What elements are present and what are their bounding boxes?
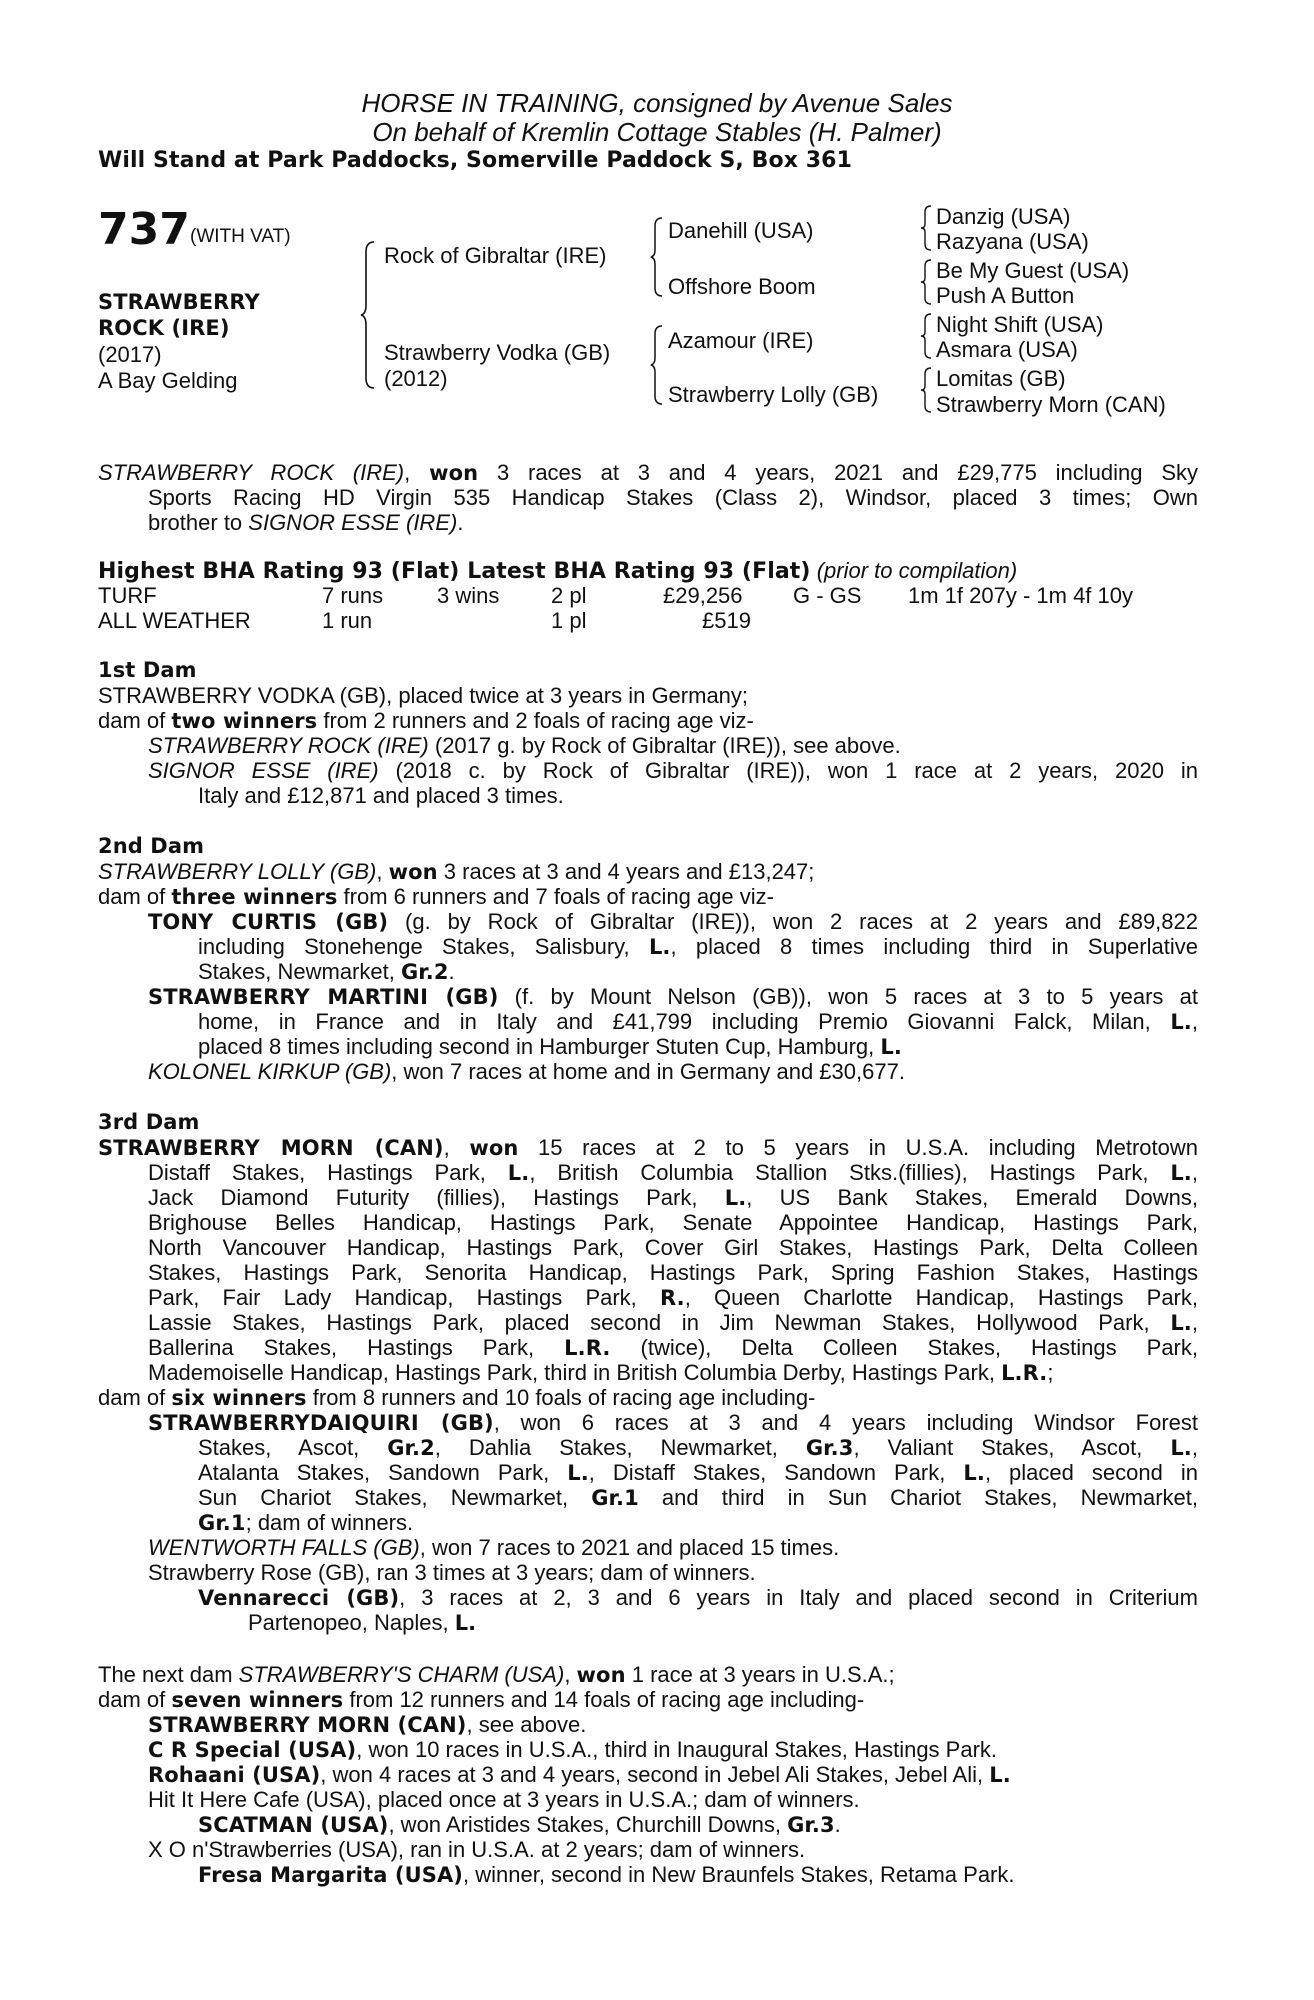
- header-consignor: HORSE IN TRAINING, consigned by Avenue Sales: [361, 88, 953, 118]
- pedigree-dds: Lomitas (GB): [936, 366, 1066, 391]
- rating-heading: Highest BHA Rating 93 (Flat) Latest BHA Rating 93 (Flat) (prior to compilation): [98, 558, 1018, 584]
- dam2-produce3: KOLONEL KIRKUP (GB), won 7 races at home and in Germany and £30,677.: [148, 1059, 905, 1084]
- aw-runs: 1 run: [322, 608, 373, 633]
- dam1-line1: STRAWBERRY VODKA (GB), placed twice at 3 years in Germany;: [98, 683, 749, 708]
- dam3-produce3: Strawberry Rose (GB), ran 3 times at 3 years; dam of winners.: [148, 1560, 756, 1585]
- summary-line1: STRAWBERRY ROCK (IRE), won 3 races at 3 and 4 years, 2021 and £29,775 including Sky: [98, 460, 1198, 485]
- lot-number: 737: [98, 204, 190, 255]
- dam2-produce2-cont1: home, in France and in Italy and £41,799 including Premio Giovanni Falck, Milan, L.,: [198, 1009, 1198, 1034]
- nextdam-line1: The next dam STRAWBERRY'S CHARM (USA), won 1 race at 3 years in U.S.A.;: [98, 1662, 895, 1687]
- dam2-produce2-cont2: placed 8 times including second in Hamburger Stuten Cup, Hamburg, L.: [198, 1034, 902, 1059]
- pedigree-sire-dam: Offshore Boom: [668, 274, 816, 299]
- dam3-produce1-cont2: Atalanta Stakes, Sandown Park, L., Distaff Stakes, Sandown Park, L., placed second in: [198, 1460, 1198, 1485]
- dam2-line2: dam of three winners from 6 runners and 7 foals of racing age viz-: [98, 884, 774, 909]
- pedigree-sdd: Push A Button: [936, 283, 1075, 308]
- pedigree-sire-sire: Danehill (USA): [668, 218, 814, 243]
- pedigree-brace-dd: [920, 366, 934, 414]
- dam3-line9: Ballerina Stakes, Hastings Park, L.R. (twice), Delta Colleen Stakes, Hastings Park,: [148, 1335, 1198, 1360]
- dam1-title: 1st Dam: [98, 658, 197, 682]
- dam3-produce2: WENTWORTH FALLS (GB), won 7 races to 2021 and placed 15 times.: [148, 1535, 840, 1560]
- summary-line2: Sports Racing HD Virgin 535 Handicap Stakes (Class 2), Windsor, placed 3 times; Own: [148, 485, 1198, 510]
- dam3-line2: Distaff Stakes, Hastings Park, L., British Columbia Stallion Stks.(fillies), Hastings Park, L.,: [148, 1160, 1198, 1185]
- aw-prize: £519: [702, 608, 751, 633]
- foaling-year: (2017): [98, 342, 162, 367]
- horse-name-line1: STRAWBERRY: [98, 290, 260, 314]
- pedigree-brace-sd: [920, 258, 934, 306]
- header-stand: Will Stand at Park Paddocks, Somerville Paddock S, Box 361: [98, 148, 852, 173]
- aw-label: ALL WEATHER: [98, 608, 251, 633]
- turf-going: G - GS: [793, 583, 862, 608]
- dam3-produce1-cont1: Stakes, Ascot, Gr.2, Dahlia Stakes, Newmarket, Gr.3, Valiant Stakes, Ascot, L.,: [198, 1435, 1198, 1460]
- dam2-title: 2nd Dam: [98, 834, 205, 858]
- turf-label: TURF: [98, 583, 157, 608]
- dam2-line1: STRAWBERRY LOLLY (GB), won 3 races at 3 and 4 years and £13,247;: [98, 859, 815, 884]
- vat-label: (WITH VAT): [190, 226, 291, 247]
- dam1-line2: dam of two winners from 2 runners and 2 foals of racing age viz-: [98, 708, 754, 733]
- nextdam-produce5: X O n'Strawberries (USA), ran in U.S.A. at 2 years; dam of winners.: [148, 1837, 806, 1862]
- dam3-line6: Stakes, Hastings Park, Senorita Handicap, Hastings Park, Spring Fashion Stakes, Hastings: [148, 1260, 1198, 1285]
- dam1-produce2: SIGNOR ESSE (IRE) (2018 c. by Rock of Gibraltar (IRE)), won 1 race at 2 years, 2020 in: [148, 758, 1198, 783]
- aw-placed: 1 pl: [551, 608, 587, 633]
- pedigree-sss: Danzig (USA): [936, 204, 1071, 229]
- dam3-produce1-cont3: Sun Chariot Stakes, Newmarket, Gr.1 and third in Sun Chariot Stakes, Newmarket,: [198, 1485, 1198, 1510]
- nextdam-produce4: Hit It Here Cafe (USA), placed once at 3 years in U.S.A.; dam of winners.: [148, 1787, 860, 1812]
- header-on-behalf: On behalf of Kremlin Cottage Stables (H. Palmer): [372, 117, 942, 147]
- dam3-line1: STRAWBERRY MORN (CAN), won 15 races at 2 to 5 years in U.S.A. including Metrotown: [98, 1135, 1198, 1160]
- pedigree-dam: Strawberry Vodka (GB): [384, 340, 611, 365]
- pedigree-dss: Night Shift (USA): [936, 312, 1104, 337]
- dam3-produce3-offspring: Vennarecci (GB), 3 races at 2, 3 and 6 years in Italy and placed second in Criterium: [198, 1585, 1198, 1610]
- nextdam-produce2: C R Special (USA), won 10 races in U.S.A., third in Inaugural Stakes, Hastings Park.: [148, 1737, 998, 1762]
- dam2-produce2: STRAWBERRY MARTINI (GB) (f. by Mount Nelson (GB)), won 5 races at 3 to 5 years at: [148, 984, 1199, 1009]
- dam2-produce1-cont2: Stakes, Newmarket, Gr.2.: [198, 959, 455, 984]
- pedigree-dam-sire: Azamour (IRE): [668, 328, 814, 353]
- pedigree-dam-dam: Strawberry Lolly (GB): [668, 382, 879, 407]
- dam3-produce1-cont4: Gr.1; dam of winners.: [198, 1510, 414, 1535]
- dam3-line3: Jack Diamond Futurity (fillies), Hastings Park, L., US Bank Stakes, Emerald Downs,: [148, 1185, 1199, 1210]
- horse-description: A Bay Gelding: [98, 368, 238, 393]
- turf-placed: 2 pl: [551, 583, 587, 608]
- pedigree-brace-ds: [920, 312, 934, 360]
- turf-runs: 7 runs: [322, 583, 384, 608]
- dam3-produce1: STRAWBERRYDAIQUIRI (GB), won 6 races at 3 and 4 years including Windsor Forest: [148, 1410, 1199, 1435]
- dam3-line5: North Vancouver Handicap, Hastings Park, Cover Girl Stakes, Hastings Park, Delta Colleen: [148, 1235, 1198, 1260]
- dam1-produce2-cont: Italy and £12,871 and placed 3 times.: [198, 783, 564, 808]
- summary-line3: brother to SIGNOR ESSE (IRE).: [148, 510, 464, 535]
- pedigree-brace-dam: [650, 324, 666, 406]
- pedigree-ddd: Strawberry Morn (CAN): [936, 392, 1166, 417]
- nextdam-line2: dam of seven winners from 12 runners and 14 foals of racing age including-: [98, 1687, 865, 1712]
- nextdam-produce3: Rohaani (USA), won 4 races at 3 and 4 years, second in Jebel Ali Stakes, Jebel Ali, L.: [148, 1762, 1011, 1787]
- turf-prize: £29,256: [663, 583, 743, 608]
- pedigree-sire: Rock of Gibraltar (IRE): [384, 243, 607, 268]
- dam3-line10: Mademoiselle Handicap, Hastings Park, third in British Columbia Derby, Hastings Park, L.R.;: [148, 1360, 1054, 1385]
- pedigree-dsd: Asmara (USA): [936, 337, 1078, 362]
- dam3-produce3-offspring-cont: Partenopeo, Naples, L.: [248, 1610, 477, 1635]
- dam2-produce1-cont1: including Stonehenge Stakes, Salisbury, L., placed 8 times including third in Superlative: [198, 934, 1198, 959]
- turf-distance: 1m 1f 207y - 1m 4f 10y: [908, 583, 1133, 608]
- dam1-produce1: STRAWBERRY ROCK (IRE) (2017 g. by Rock of Gibraltar (IRE)), see above.: [148, 733, 901, 758]
- dam3-title: 3rd Dam: [98, 1110, 200, 1134]
- nextdam-produce4-offspring: SCATMAN (USA), won Aristides Stakes, Churchill Downs, Gr.3.: [198, 1812, 841, 1837]
- pedigree-brace-main: [360, 240, 380, 390]
- turf-wins: 3 wins: [437, 583, 500, 608]
- dam3-line4: Brighouse Belles Handicap, Hastings Park, Senate Appointee Handicap, Hastings Park,: [148, 1210, 1198, 1235]
- nextdam-produce5-offspring: Fresa Margarita (USA), winner, second in New Braunfels Stakes, Retama Park.: [198, 1862, 1015, 1887]
- dam3-line11: dam of six winners from 8 runners and 10 foals of racing age including-: [98, 1385, 816, 1410]
- horse-name-line2: ROCK (IRE): [98, 316, 230, 340]
- nextdam-produce1: STRAWBERRY MORN (CAN), see above.: [148, 1712, 587, 1737]
- dam2-produce1: TONY CURTIS (GB) (g. by Rock of Gibraltar (IRE)), won 2 races at 2 years and £89,822: [148, 909, 1199, 934]
- pedigree-brace-ss: [920, 204, 934, 252]
- pedigree-sds: Be My Guest (USA): [936, 258, 1130, 283]
- pedigree-dam-year: (2012): [384, 366, 448, 391]
- pedigree-ssd: Razyana (USA): [936, 229, 1089, 254]
- pedigree-brace-sire: [650, 216, 666, 298]
- dam3-line7: Park, Fair Lady Handicap, Hastings Park, R., Queen Charlotte Handicap, Hastings Park,: [148, 1285, 1198, 1310]
- dam3-line8: Lassie Stakes, Hastings Park, placed second in Jim Newman Stakes, Hollywood Park, L.,: [148, 1310, 1198, 1335]
